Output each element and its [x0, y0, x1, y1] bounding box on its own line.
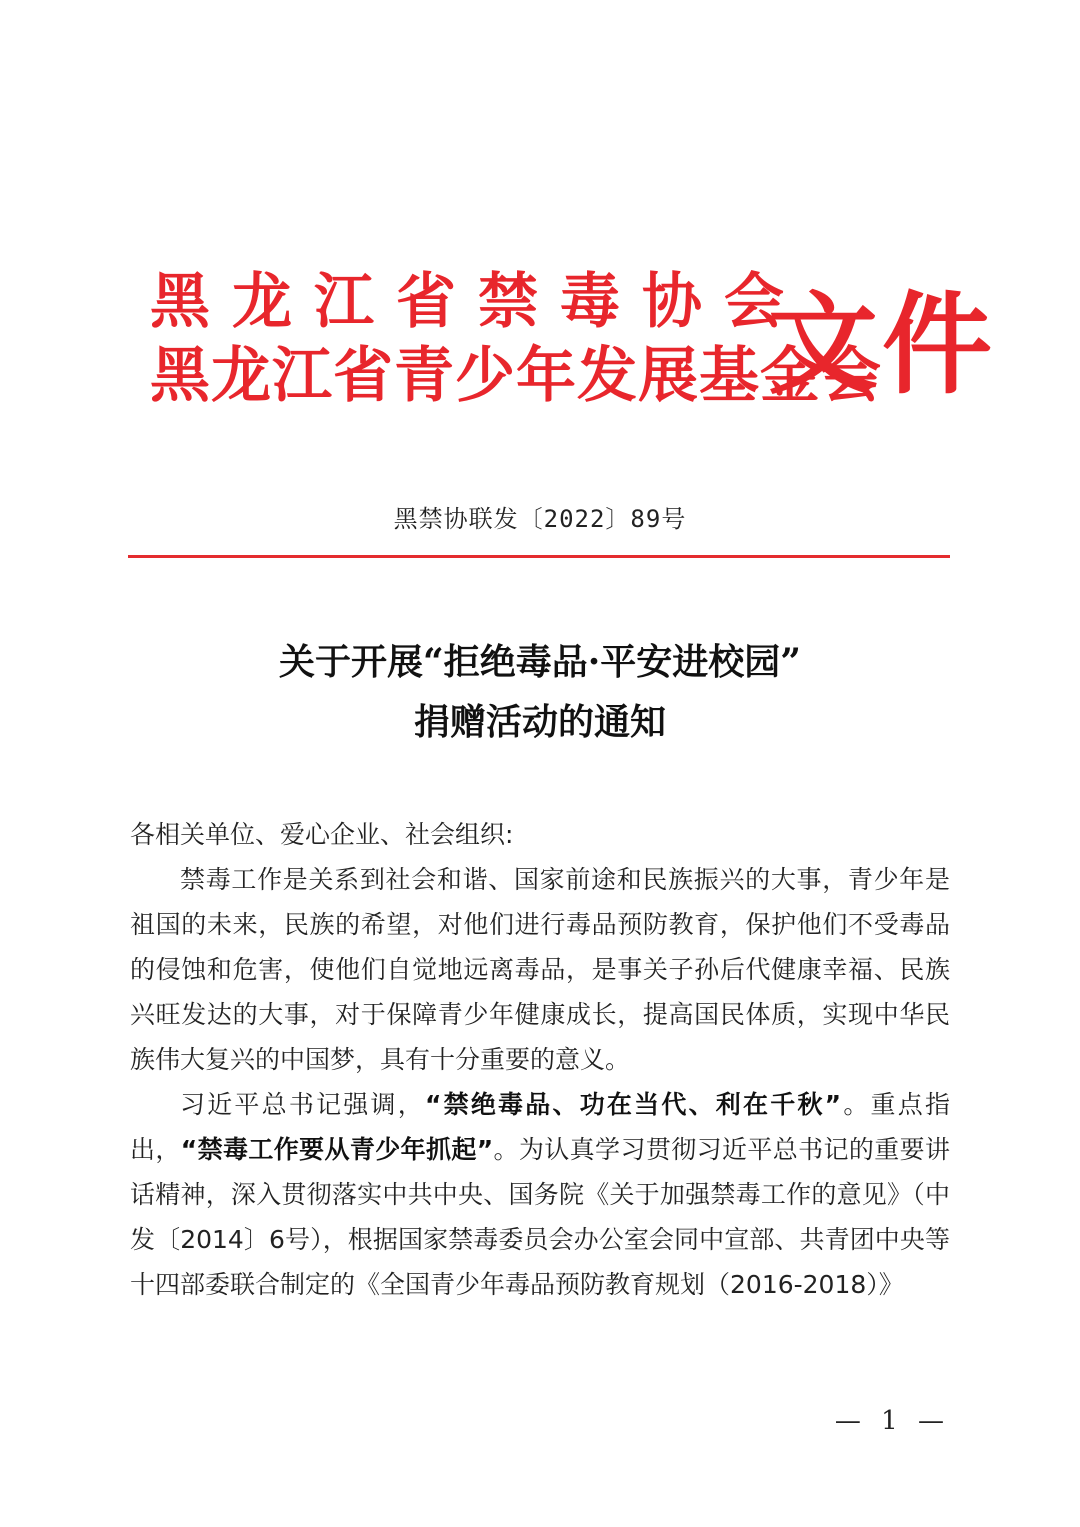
- paragraph-2-part-3: 。为认真学习贯彻习近平总书记的重要讲话精神，深入贯彻落实中共中央、国务院《关于加强禁毒工作的意见》（中发〔2014〕6号），根据国家禁毒委员会办公室会同中宣部、共青团中央等十四部委联合制定的《全国青少年毒品预防教育规划（2016-2018）》: [130, 1135, 950, 1299]
- paragraph-1: 禁毒工作是关系到社会和谐、国家前途和民族振兴的大事，青少年是祖国的未来，民族的希望，对他们进行毒品预防教育，保护他们不受毒品的侵蚀和危害，使他们自觉地远离毒品，是事关子孙后代健康幸福、民族兴旺发达的大事，对于保障青少年健康成长，提高国民体质，实现中华民族伟大复兴的中国梦，具有十分重要的意义。: [130, 865, 950, 1074]
- paragraph-2-part-1: 习近平总书记强调，: [180, 1090, 425, 1119]
- red-divider: [128, 555, 950, 558]
- paragraph-2: [130, 1082, 950, 1307]
- letterhead: [150, 262, 996, 422]
- paragraph-2-quote-1: “禁绝毒品、功在当代、利在千秋”: [424, 1090, 842, 1119]
- salutation: 各相关单位、爱心企业、社会组织:: [130, 820, 514, 849]
- page-number: — 1 —: [834, 1406, 950, 1436]
- letterhead-doc-type: 文件: [768, 280, 996, 409]
- title-line-2: 捐赠活动的通知: [413, 701, 666, 743]
- letterhead-org-2: 黑龙江省青少年发展基金会: [150, 341, 882, 411]
- title-line-1: 关于开展“拒绝毒品·平安进校园”: [279, 641, 801, 683]
- document-number: 黑禁协联发〔2022〕89号: [393, 505, 687, 533]
- letterhead-org-1: 黑龙江省禁毒协会: [150, 267, 806, 337]
- paragraph-2-part-2: 。重点指出，: [130, 1090, 950, 1164]
- paragraph-2-quote-2: “禁毒工作要从青少年抓起”: [180, 1135, 494, 1164]
